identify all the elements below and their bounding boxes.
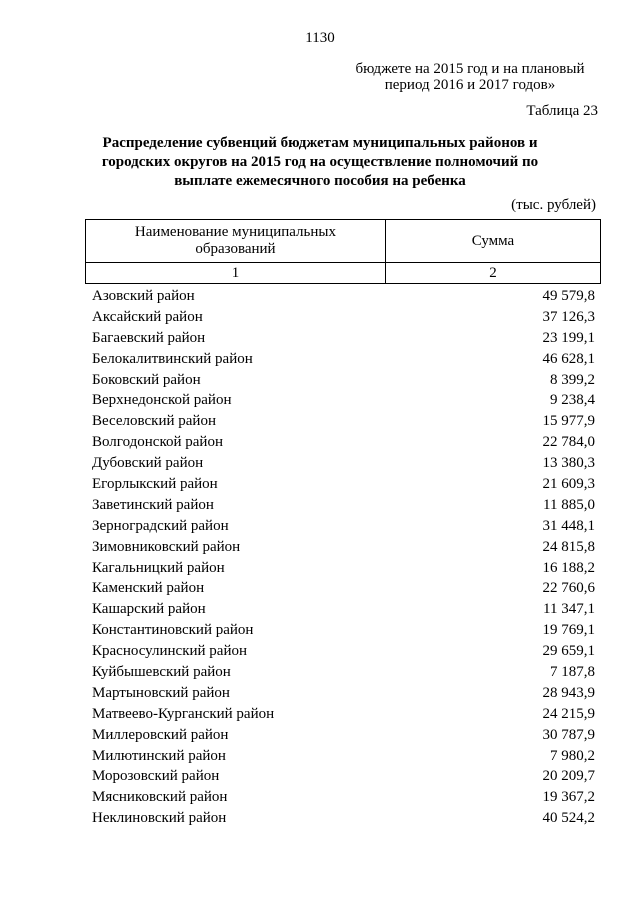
row-sum: 19 367,2: [542, 789, 595, 806]
table-row: [92, 453, 595, 474]
table-row: [92, 787, 595, 808]
column-number-2: 2: [385, 263, 600, 284]
continuation-line-2: период 2016 и 2017 годов»: [384, 77, 556, 93]
table-row: [92, 620, 595, 641]
row-name: Морозовский район: [92, 768, 220, 785]
row-name: Верхнедонской район: [92, 392, 232, 409]
header-name-line-2: образований: [195, 241, 276, 257]
table-body: [92, 286, 595, 829]
column-number-row: [86, 263, 601, 284]
continuation-line-1: бюджете на 2015 год и на плановый: [355, 61, 585, 77]
row-sum: 19 769,1: [542, 622, 595, 639]
row-name: Милютинский район: [92, 747, 226, 764]
table-row: [92, 725, 595, 746]
table-row: [92, 370, 595, 391]
table-row: [92, 746, 595, 767]
table-row: [92, 537, 595, 558]
table-row: [92, 307, 595, 328]
row-sum: 46 628,1: [542, 350, 595, 367]
row-sum: 9 238,4: [550, 392, 595, 409]
column-number-1: 1: [86, 263, 386, 284]
table-row: [92, 516, 595, 537]
continuation-text: [330, 61, 610, 93]
table-row: [92, 641, 595, 662]
row-name: Кагальницкий район: [92, 559, 225, 576]
row-sum: 15 977,9: [542, 413, 595, 430]
row-name: Егорлыкский район: [92, 475, 218, 492]
row-name: Неклиновский район: [92, 810, 227, 827]
row-name: Мартыновский район: [92, 684, 230, 701]
row-sum: 37 126,3: [542, 308, 595, 325]
row-sum: 24 815,8: [542, 538, 595, 555]
units-label: (тыс. рублей): [511, 197, 596, 213]
table-row: [92, 599, 595, 620]
row-name: Боковский район: [92, 371, 201, 388]
row-name: Красносулинский район: [92, 643, 248, 660]
table-row: [92, 432, 595, 453]
row-sum: 20 209,7: [542, 768, 595, 785]
header-row: [86, 220, 601, 263]
table-title: Распределение субвенций бюджетам муниципальных районов и городских округов на 2015 год на осуществление полномочий по выплате ежемесячного пособия на ребенка: [101, 135, 539, 189]
table-row: [92, 578, 595, 599]
row-name: Веселовский район: [92, 413, 216, 430]
row-name: Белокалитвинский район: [92, 350, 253, 367]
table-row: [92, 390, 595, 411]
row-name: Миллеровский район: [92, 726, 229, 743]
row-name: Дубовский район: [92, 455, 204, 472]
row-sum: 24 215,9: [542, 705, 595, 722]
row-sum: 40 524,2: [542, 810, 595, 827]
row-name: Константиновский район: [92, 622, 254, 639]
row-name: Азовский район: [92, 287, 195, 304]
row-sum: 29 659,1: [542, 643, 595, 660]
table-row: [92, 704, 595, 725]
table-row: [92, 683, 595, 704]
row-name: Мясниковский район: [92, 789, 228, 806]
row-sum: 49 579,8: [542, 287, 595, 304]
row-sum: 8 399,2: [550, 371, 595, 388]
row-name: Зерноградский район: [92, 517, 229, 534]
table-row: [92, 286, 595, 307]
row-sum: 22 784,0: [542, 434, 595, 451]
table-row: [92, 662, 595, 683]
table-row: [92, 411, 595, 432]
row-name: Заветинский район: [92, 496, 214, 513]
row-sum: 28 943,9: [542, 684, 595, 701]
row-name: Волгодонской район: [92, 434, 223, 451]
table-row: [92, 808, 595, 829]
table-row: [92, 558, 595, 579]
table-row: [92, 495, 595, 516]
row-sum: 11 885,0: [543, 496, 595, 513]
table-row: [92, 328, 595, 349]
row-sum: 13 380,3: [542, 455, 595, 472]
row-name: Куйбышевский район: [92, 663, 231, 680]
row-name: Кашарский район: [92, 601, 206, 618]
row-sum: 30 787,9: [542, 726, 595, 743]
row-name: Каменский район: [92, 580, 205, 597]
row-sum: 23 199,1: [542, 329, 595, 346]
header-name-cell: [86, 220, 386, 263]
row-sum: 7 980,2: [550, 747, 595, 764]
table-header: [85, 219, 601, 284]
header-sum-cell: Сумма: [385, 220, 600, 263]
row-name: Зимовниковский район: [92, 538, 241, 555]
row-sum: 7 187,8: [550, 663, 595, 680]
page-number: 1130: [305, 30, 335, 46]
row-name: Аксайский район: [92, 308, 203, 325]
row-sum: 22 760,6: [542, 580, 595, 597]
table-label: Таблица 23: [526, 103, 598, 119]
row-sum: 21 609,3: [542, 475, 595, 492]
table-row: [92, 766, 595, 787]
row-name: Багаевский район: [92, 329, 206, 346]
row-sum: 11 347,1: [543, 601, 595, 618]
row-name: Матвеево-Курганский район: [92, 705, 275, 722]
table-row: [92, 349, 595, 370]
header-name-line-1: Наименование муниципальных: [134, 224, 336, 240]
row-sum: 31 448,1: [542, 517, 595, 534]
table-row: [92, 474, 595, 495]
row-sum: 16 188,2: [542, 559, 595, 576]
